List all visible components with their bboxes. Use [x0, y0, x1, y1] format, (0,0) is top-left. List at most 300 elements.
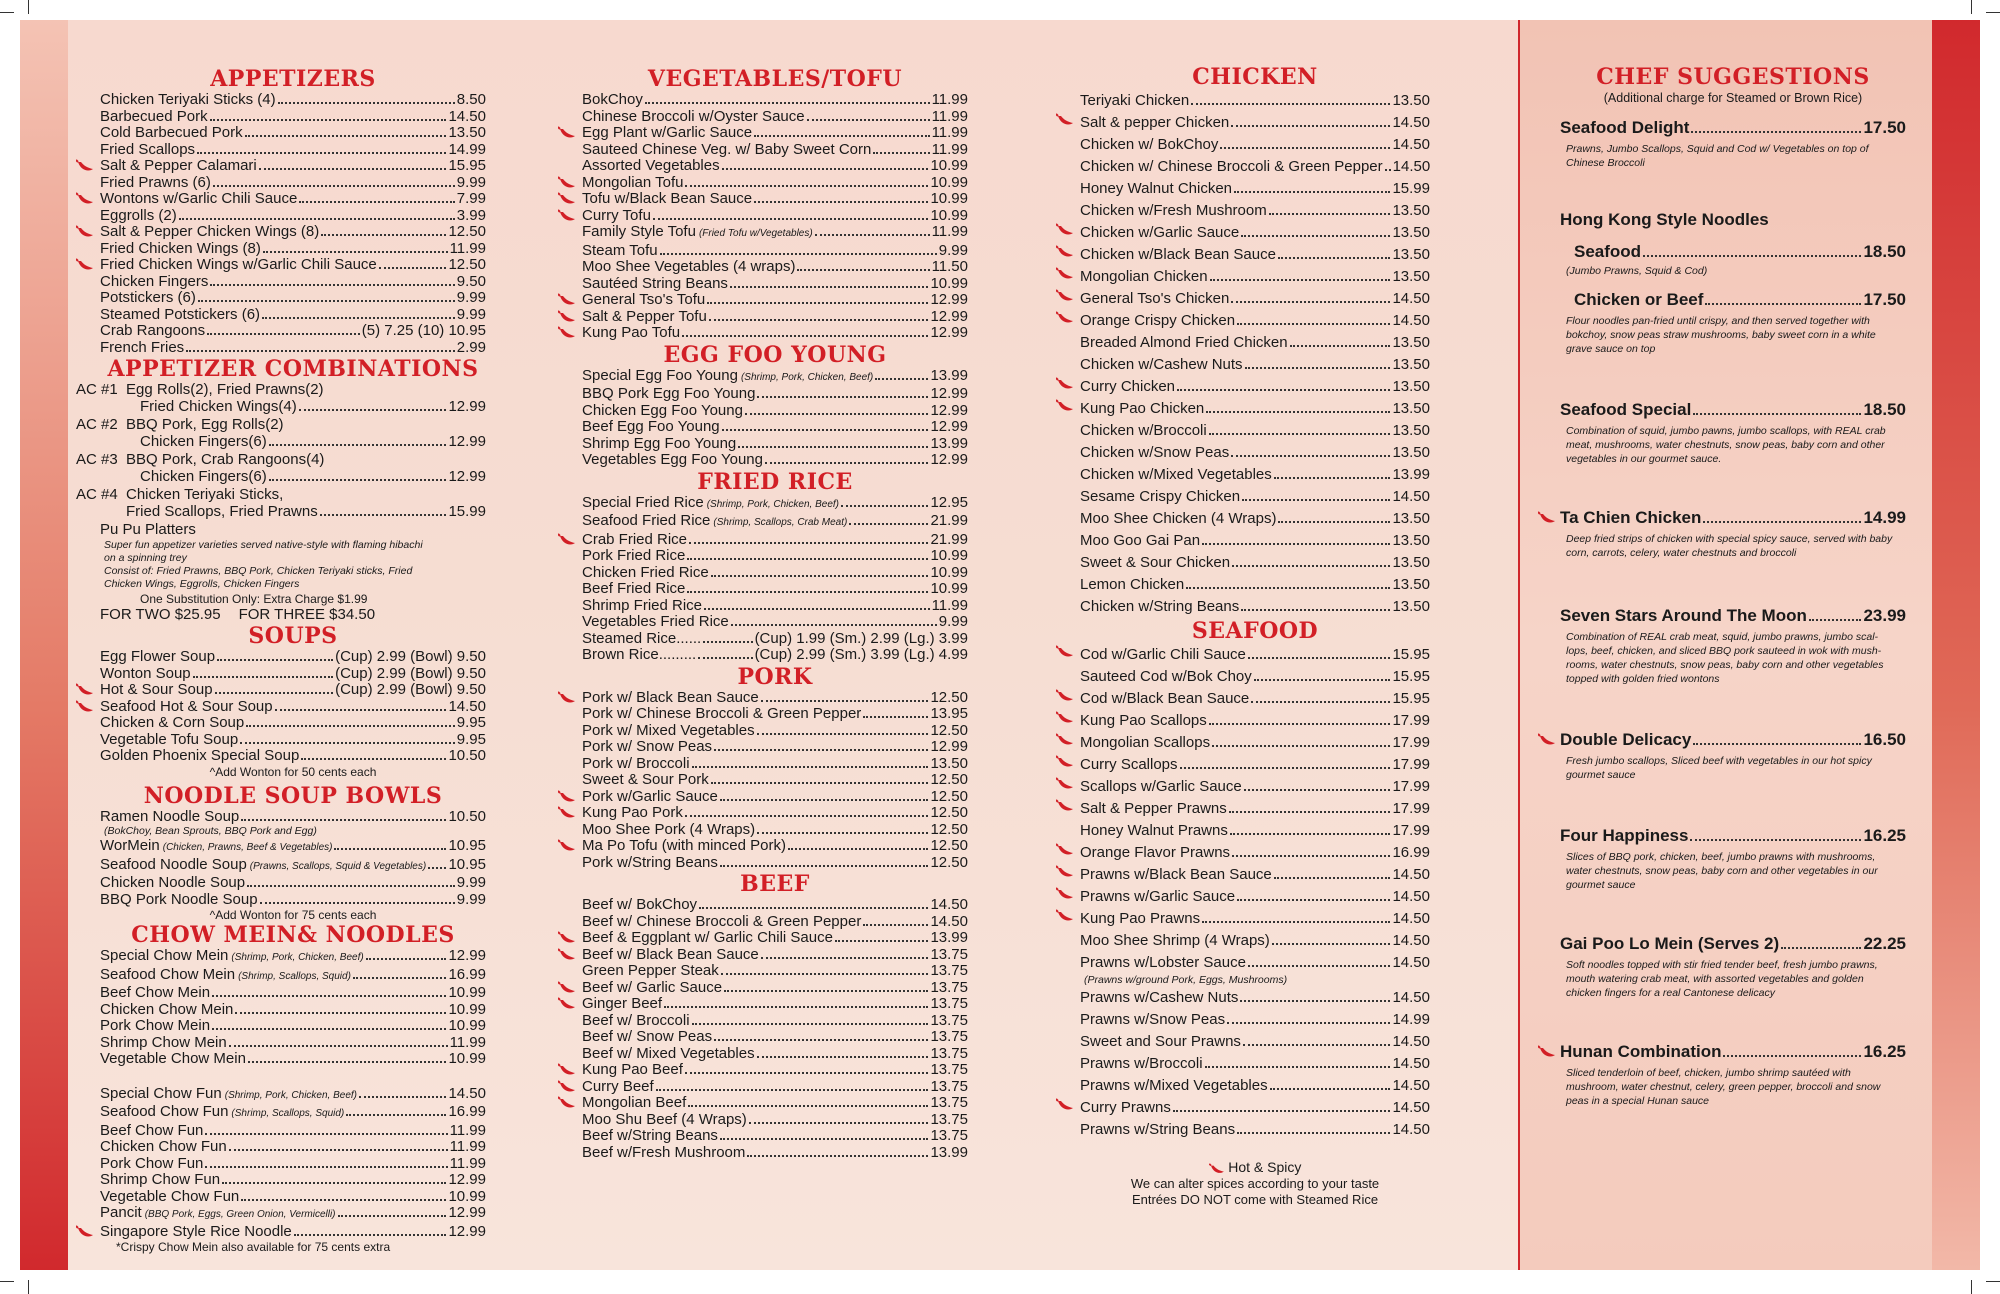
menu-item: [100, 875, 486, 892]
item-name: Honey Walnut Chicken: [1080, 180, 1233, 197]
item-name: Mongolian Tofu: [582, 173, 684, 191]
chili-pepper-icon: [558, 806, 576, 820]
dish-price: 16.50: [1863, 730, 1906, 749]
item-price: 21.99: [930, 512, 968, 529]
menu-item: [100, 666, 486, 683]
menu-item: [100, 948, 486, 967]
item-name: Kung Pao Chicken: [1080, 400, 1205, 417]
pupu-prices: [100, 607, 486, 624]
dish-desc: Combination of REAL crab meat, squid, jumbo prawns, jumbo scal-: [1566, 631, 1879, 643]
item-price: 13.50: [1392, 598, 1430, 615]
combo-price: 12.99: [448, 467, 486, 485]
menu-item: [582, 805, 968, 822]
item-name: Honey Walnut Prawns: [1080, 822, 1228, 839]
dish-name: Hunan Combination: [1560, 1042, 1722, 1061]
menu-item: [1080, 732, 1430, 754]
chili-pepper-icon: [76, 225, 94, 239]
item-name: General Tso's Chicken: [1080, 290, 1230, 307]
chef-subtitle: (Additional charge for Steamed or Brown Rice): [1603, 91, 1863, 105]
item-price: 14.50: [1392, 954, 1430, 971]
menu-item: [1080, 1119, 1430, 1141]
menu-item: [582, 739, 968, 756]
item-name: Chicken w/Fresh Mushroom: [1080, 202, 1267, 219]
item-name: Beef w/ Chinese Broccoli & Green Pepper: [582, 912, 862, 930]
item-name: Kung Pao Beef: [582, 1061, 683, 1078]
menu-item: [100, 699, 486, 716]
menu-item: [582, 368, 968, 387]
combo-ac4: [76, 487, 486, 520]
menu-item: [582, 224, 968, 243]
item-price: 12.99: [448, 1171, 486, 1188]
menu-item: [100, 92, 486, 109]
chili-pepper-icon: [1056, 777, 1074, 791]
menu-item: [582, 963, 968, 980]
item-price: 13.99: [930, 929, 968, 946]
menu-item: [1080, 464, 1430, 486]
item-name: Pork Fried Rice: [582, 547, 686, 564]
menu-item: [100, 142, 486, 159]
menu-item: [1080, 442, 1430, 464]
item-price: (5) 7.25 (10) 10.95: [361, 322, 486, 339]
pupu-desc: on a spinning trey: [104, 551, 187, 564]
item-price: 13.75: [930, 1028, 968, 1045]
dish-desc: lops, beef, chicken, and sliced BBQ pork sauteed in wok with mush-: [1566, 645, 1882, 657]
item-name: Sweet & Sour Pork: [582, 771, 709, 788]
item-name: Beef w/ Garlic Sauce: [582, 978, 723, 996]
item-price: 11.99: [449, 1033, 486, 1051]
item-name: Sweet and Sour Prawns: [1080, 1033, 1241, 1050]
item-name: Chicken w/Cashew Nuts: [1080, 356, 1243, 373]
chili-pepper-icon: [1056, 887, 1074, 901]
beef-list: [582, 897, 968, 1161]
item-name: Chicken w/ Chinese Broccoli & Green Pepper: [1080, 158, 1383, 175]
item-name: Vegetable Tofu Soup: [100, 730, 239, 748]
item-name: Eggrolls (2): [100, 206, 177, 224]
dish-name: Four Happiness: [1560, 826, 1689, 845]
chili-pepper-icon: [1056, 865, 1074, 879]
appetizers-list: [100, 92, 486, 356]
menu-item: [582, 772, 968, 789]
menu-item: [100, 208, 486, 225]
item-name: Barbecued Pork: [100, 107, 208, 125]
combo-code: AC #3: [76, 451, 118, 468]
item-price: 12.99: [930, 451, 968, 468]
item-price: 11.50: [931, 258, 968, 275]
item-price: 14.50: [448, 1084, 486, 1102]
item-price: 14.50: [1392, 1055, 1430, 1072]
chili-pepper-icon: [558, 839, 576, 853]
menu-item: [1080, 508, 1430, 530]
combo-line: Chicken Teriyaki Sticks,: [126, 486, 284, 503]
crop-mark: [28, 0, 29, 14]
item-name: Crab Rangoons: [100, 322, 206, 339]
menu-item: [582, 947, 968, 964]
menu-item: [100, 241, 486, 258]
chicken-list: [1080, 90, 1430, 618]
menu-item: [582, 403, 968, 420]
fried-rice-list: [582, 495, 968, 664]
item-price: 13.50: [1392, 510, 1430, 527]
item-price: 11.99: [449, 1154, 486, 1172]
item-name: Cod w/Garlic Chili Sauce: [1080, 646, 1246, 663]
chili-pepper-icon: [1056, 755, 1074, 769]
chow-mein-list: [100, 948, 486, 1068]
menu-item: [1080, 376, 1430, 398]
vegetables-title: VEGETABLES/TOFU: [647, 66, 903, 92]
menu-item: [1080, 908, 1430, 930]
menu-item: [100, 1156, 486, 1173]
chili-pepper-icon: [1056, 733, 1074, 747]
item-name: Mongolian Beef: [582, 1094, 687, 1111]
menu-item: [100, 1002, 486, 1019]
menu-item: [100, 1018, 486, 1035]
item-name: Chicken Noodle Soup: [100, 874, 246, 891]
menu-item: [582, 1062, 968, 1079]
item-price: 14.50: [1392, 989, 1430, 1006]
menu-item: [100, 323, 486, 340]
column-1: [76, 20, 486, 1254]
item-price: 13.50: [1392, 356, 1430, 373]
legend-line: Entrées DO NOT come with Steamed Rice: [1131, 1192, 1379, 1207]
chili-pepper-icon: [558, 310, 576, 324]
item-detail: (BBQ Pork, Eggs, Green Onion, Vermicelli): [144, 1209, 336, 1220]
dish-desc: (Jumbo Prawns, Squid & Cod): [1566, 265, 1708, 277]
menu-item: [582, 419, 968, 436]
item-price: 11.99: [931, 124, 968, 141]
column-2: [582, 20, 968, 1161]
menu-item: [1080, 420, 1430, 442]
item-name: Orange Flavor Prawns: [1080, 844, 1231, 861]
item-name: BokChoy: [582, 91, 643, 108]
menu-item: [100, 892, 486, 909]
dish-price: 17.50: [1863, 290, 1906, 309]
dish-desc: Fresh jumbo scallops, Sliced beef with vegetables in our hot spicy: [1566, 755, 1872, 767]
item-price: 11.99: [449, 239, 486, 257]
menu-item: [582, 1095, 968, 1112]
item-price: 13.50: [1392, 378, 1430, 395]
item-price: 10.95: [448, 837, 486, 854]
dish-desc: peas in a special Hunan sauce: [1566, 1095, 1710, 1107]
item-price: 11.99: [931, 91, 968, 108]
item-price: 10.99: [930, 206, 968, 224]
item-name: Ramen Noodle Soup: [100, 807, 240, 825]
item-price: 21.99: [930, 530, 968, 548]
menu-item: [1080, 666, 1430, 688]
menu-item: [582, 142, 968, 159]
menu-item: [100, 732, 486, 749]
item-name: Prawns w/Cashew Nuts: [1080, 989, 1239, 1006]
item-detail: (Shrimp, Scallops, Squid): [231, 1108, 345, 1119]
item-price: 14.50: [1392, 888, 1430, 905]
combo-line: Chicken Fingers(6): [140, 467, 267, 485]
item-name: Special Chow Fun: [100, 1084, 222, 1102]
menu-item: [582, 548, 968, 565]
menu-item: [582, 452, 968, 469]
item-price: 10.50: [448, 747, 486, 764]
item-name: French Fries: [100, 338, 185, 356]
menu-item: [1080, 776, 1430, 798]
item-name: Salt & pepper Chicken: [1080, 114, 1230, 131]
menu-item: [1080, 266, 1430, 288]
menu-item: [582, 980, 968, 997]
chili-pepper-icon: [558, 209, 576, 223]
item-price: 8.50: [456, 91, 486, 108]
item-price: 13.50: [1392, 202, 1430, 219]
item-name: General Tso's Tofu: [582, 291, 706, 308]
menu-item: [1080, 1009, 1430, 1031]
menu-item: [1080, 798, 1430, 820]
item-detail: (Shrimp, Scallops, Crab Meat): [713, 517, 848, 528]
item-name: Moo Shee Chicken (4 Wraps): [1080, 510, 1277, 527]
item-name: Vegetables Fried Rice: [582, 613, 729, 630]
combo-list: [76, 382, 486, 520]
item-name: Tofu w/Black Bean Sauce: [582, 190, 753, 207]
dish-name: Seafood Delight: [1560, 118, 1690, 137]
menu-item: [582, 1029, 968, 1046]
menu-item: [582, 109, 968, 126]
chili-pepper-icon: [558, 790, 576, 804]
item-name: Chicken w/Black Bean Sauce: [1080, 246, 1276, 263]
item-price: 12.50: [448, 223, 486, 240]
item-name: Curry Beef: [582, 1077, 654, 1095]
dish-name: Double Delicacy: [1560, 730, 1692, 749]
item-name: Potstickers (6): [100, 289, 196, 306]
menu-item: [582, 309, 968, 326]
item-price: 10.99: [448, 1187, 486, 1205]
chili-pepper-icon: [1056, 377, 1074, 391]
menu-item: [1080, 530, 1430, 552]
item-price: 10.99: [448, 1000, 486, 1018]
item-price: 11.99: [931, 140, 968, 158]
menu-item: [1080, 332, 1430, 354]
legend-line: We can alter spices according to your taste: [1130, 1176, 1380, 1191]
menu-item: [100, 257, 486, 274]
item-name: Special Egg Foo Young: [582, 366, 738, 384]
menu-item: [1080, 222, 1430, 244]
menu-item: [1080, 1031, 1430, 1053]
item-name: Prawns w/Garlic Sauce: [1080, 888, 1236, 905]
item-price: (Cup) 2.99 (Bowl) 9.50: [335, 648, 486, 665]
item-name: Chicken Egg Foo Young: [582, 401, 743, 419]
menu-item: [100, 1104, 486, 1123]
chili-pepper-icon: [76, 258, 94, 272]
dish-price: 16.25: [1863, 1042, 1906, 1061]
vegetables-list: [582, 92, 968, 342]
item-name: Beef & Eggplant w/ Garlic Chili Sauce: [582, 929, 833, 946]
menu-item: [1080, 156, 1430, 178]
chili-pepper-icon: [1056, 113, 1074, 127]
item-price: 17.99: [1392, 822, 1430, 839]
item-name: Shrimp Chow Mein: [100, 1033, 227, 1051]
item-name: Pork Chow Fun: [100, 1154, 204, 1172]
menu-item: [1080, 644, 1430, 666]
item-price: 12.50: [930, 837, 968, 854]
chili-pepper-icon: [1538, 733, 1556, 747]
item-name: Beef w/ Snow Peas: [582, 1028, 713, 1045]
item-name: Moo Shee Shrimp (4 Wraps): [1080, 932, 1270, 949]
dish-name: Seven Stars Around The Moon: [1560, 606, 1807, 625]
pupu-desc: Super fun appetizer varieties served native-style with flaming hibachi: [104, 538, 423, 551]
combo-line: Chicken Fingers(6): [140, 432, 267, 450]
item-price: 10.99: [930, 563, 968, 581]
item-price: 14.99: [448, 140, 486, 158]
item-price: 14.50: [930, 912, 968, 930]
item-name: Assorted Vegetables: [582, 157, 720, 174]
chef-title: CHEF SUGGESTIONS: [1596, 64, 1870, 90]
item-price: 13.50: [1392, 576, 1430, 593]
item-price: 14.50: [1392, 136, 1430, 153]
dish-desc: mushroom, water chestnut, celery, green pepper, broccoli and snow: [1566, 1081, 1881, 1093]
item-price: 2.99: [456, 338, 486, 356]
menu-item: [582, 158, 968, 175]
chili-pepper-icon: [1056, 711, 1074, 725]
menu-item: [582, 996, 968, 1013]
menu-item: [582, 125, 968, 142]
item-name: Special Fried Rice: [582, 493, 704, 511]
menu-item: [1080, 90, 1430, 112]
menu-item: [582, 259, 968, 276]
item-price: 10.99: [930, 580, 968, 597]
item-name: BBQ Pork Noodle Soup: [100, 890, 258, 908]
item-name: Salt & Pepper Chicken Wings (8): [100, 223, 320, 240]
menu-item: [582, 436, 968, 453]
item-name: Seafood Noodle Soup: [100, 855, 247, 873]
item-name: BBQ Pork Egg Foo Young: [582, 385, 756, 402]
item-name: Kung Pao Scallops: [1080, 712, 1207, 729]
dish-desc: chicken fingers for a real Cantonese delicacy: [1566, 987, 1775, 999]
item-name: Moo Goo Gai Pan: [1080, 532, 1201, 549]
pupu-three: FOR THREE $34.50: [238, 605, 376, 623]
item-price: 13.75: [930, 995, 968, 1012]
item-detail: (Chicken, Prawns, Beef & Vegetables): [162, 842, 333, 853]
combo-price: 12.99: [448, 397, 486, 415]
dish-desc: meat, mushrooms, water chestnuts, snow peas, baby corn and other: [1566, 439, 1885, 451]
chili-pepper-icon: [558, 293, 576, 307]
item-price: 14.50: [1392, 1099, 1430, 1116]
chili-pepper-icon: [1538, 511, 1556, 525]
item-price: 14.50: [1392, 158, 1431, 175]
item-name: Fried Chicken Wings (8): [100, 239, 261, 257]
menu-item: [100, 274, 486, 291]
chef-double-delicacy: [1560, 730, 1906, 782]
item-name: Orange Crispy Chicken: [1080, 312, 1236, 329]
item-price: 9.99: [456, 874, 486, 891]
chili-pepper-icon: [558, 192, 576, 206]
crop-mark: [0, 12, 14, 13]
item-name: Salt & Pepper Calamari: [100, 157, 257, 174]
item-price: 13.50: [1392, 554, 1430, 571]
item-price: 15.95: [1392, 646, 1430, 663]
item-price: 12.99: [930, 291, 968, 308]
menu-item: [582, 930, 968, 947]
item-price: 14.50: [448, 697, 486, 715]
item-price: 10.50: [448, 807, 486, 825]
item-price: 10.99: [448, 1050, 486, 1067]
chili-pepper-icon: [1056, 645, 1074, 659]
soups-note: ^Add Wonton for 50 cents each: [209, 764, 377, 779]
menu-item: [1080, 354, 1430, 376]
item-price: 12.99: [448, 1222, 486, 1240]
menu-item: [100, 109, 486, 126]
item-name: Cold Barbecued Pork: [100, 124, 243, 141]
item-name: Egg Flower Soup: [100, 648, 216, 665]
menu-item: [100, 985, 486, 1002]
item-name: Scallops w/Garlic Sauce: [1080, 778, 1242, 795]
item-name: Ginger Beef: [582, 995, 663, 1012]
item-price: 14.99: [1392, 1011, 1430, 1028]
pork-list: [582, 690, 968, 872]
item-name: Chicken Chow Mein: [100, 1000, 234, 1018]
item-detail: (Shrimp, Scallops, Squid): [238, 970, 351, 982]
crop-mark: [1971, 0, 1972, 14]
item-name: Seafood Fried Rice: [582, 512, 711, 529]
menu-item: [582, 690, 968, 707]
menu-item: [1080, 178, 1430, 200]
combo-code: AC #2: [76, 416, 118, 433]
chef-ta-chien: [1560, 508, 1906, 560]
item-name: Vegetable Chow Mein: [100, 1050, 246, 1067]
combo-ac3: [76, 452, 486, 485]
item-name: Kung Pao Tofu: [582, 324, 681, 341]
item-price: (Cup) 2.99 (Bowl) 9.50: [335, 664, 486, 682]
chow-mein-title: CHOW MEIN& NOODLES: [131, 922, 455, 948]
menu-item: [1080, 1075, 1430, 1097]
item-price: 15.95: [1392, 668, 1430, 685]
crop-mark: [1971, 1280, 1972, 1294]
item-price: 12.50: [930, 853, 968, 871]
item-price: 17.99: [1392, 778, 1430, 795]
item-name: Wontons w/Garlic Chili Sauce: [100, 190, 298, 207]
chili-pepper-icon: [558, 1096, 576, 1110]
item-price: 16.99: [1392, 844, 1430, 861]
item-price: 9.99: [456, 173, 486, 191]
menu-item: [582, 756, 968, 773]
item-price: 14.50: [1392, 932, 1430, 949]
item-name: Moo Shee Vegetables (4 wraps): [582, 258, 796, 275]
menu-item: [1080, 952, 1430, 974]
item-price: 3.99: [456, 206, 486, 224]
menu-item: [582, 1046, 968, 1063]
item-name: Beef Chow Mein: [100, 984, 211, 1001]
menu-item: [582, 614, 968, 631]
item-name: Vegetable Chow Fun: [100, 1187, 240, 1205]
item-detail: (Shrimp, Pork, Chicken, Beef): [231, 952, 364, 963]
item-name: Shrimp Chow Fun: [100, 1171, 221, 1188]
chili-pepper-icon: [558, 948, 576, 962]
item-price: 14.50: [1392, 114, 1430, 131]
pupu-two: FOR TWO $25.95: [100, 605, 221, 623]
seafood-list: [1080, 644, 1430, 1141]
item-price: 9.95: [456, 714, 486, 731]
item-name: Seafood Chow Mein: [100, 965, 236, 983]
menu-item: [582, 631, 968, 648]
chili-pepper-icon: [1056, 311, 1074, 325]
menu-item: [100, 1086, 486, 1105]
menu-item: [100, 1139, 486, 1156]
item-price: 14.50: [1392, 1077, 1430, 1094]
combo-line: BBQ Pork, Crab Rangoons(4): [126, 451, 325, 468]
item-name: Chicken w/String Beans: [1080, 598, 1240, 615]
item-price: 12.50: [930, 688, 968, 706]
menu-item: [582, 1112, 968, 1129]
menu-item: [100, 682, 486, 699]
chili-pepper-icon: [1056, 223, 1074, 237]
item-price: 10.99: [930, 157, 968, 174]
item-name: Moo Shu Beef (4 Wraps): [582, 1110, 747, 1128]
dish-name: Gai Poo Lo Mein (Serves 2): [1560, 934, 1780, 953]
menu-item: [582, 292, 968, 309]
pupu-title: Pu Pu Platters: [100, 521, 196, 538]
